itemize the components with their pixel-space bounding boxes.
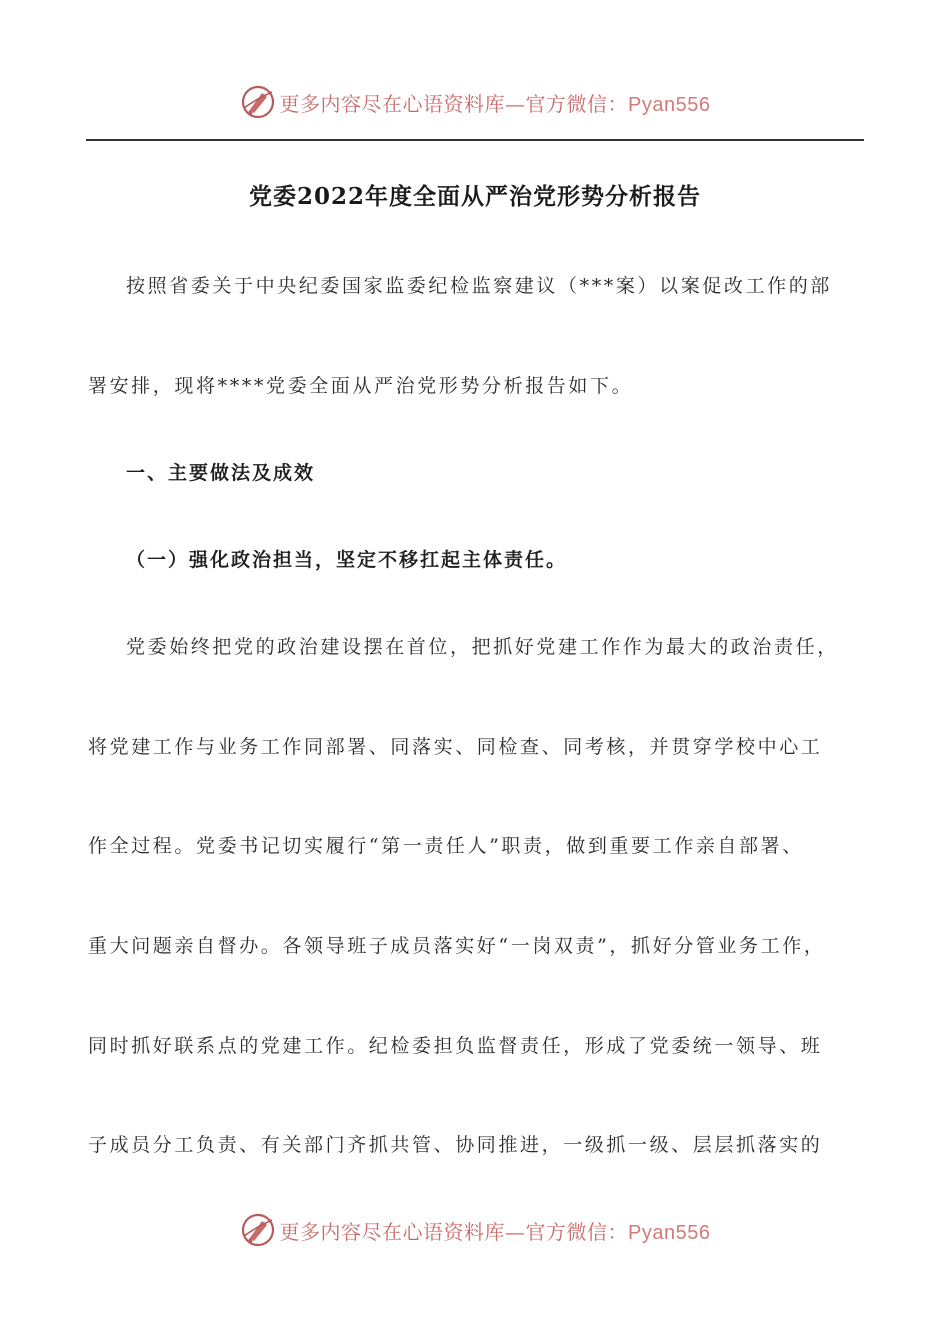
paragraph-line: 作全过程。党委书记切实履行“第一责任人”职责，做到重要工作亲自部署、 — [88, 835, 804, 857]
quill-pen-logo-icon — [240, 84, 276, 120]
header-divider — [86, 139, 864, 141]
header-banner — [0, 82, 950, 122]
banner-text: 更多内容尽在心语资料库—官方微信：Pyan556 — [279, 91, 711, 116]
section-heading: 一、主要做法及成效 — [126, 462, 316, 484]
paragraph-line: 将党建工作与业务工作同部署、同落实、同检查、同考核，并贯穿学校中心工 — [88, 736, 823, 758]
paragraph-line: 党委始终把党的政治建设摆在首位，把抓好党建工作作为最大的政治责任， — [126, 636, 839, 658]
footer-banner — [0, 1210, 950, 1250]
banner-text: 更多内容尽在心语资料库—官方微信：Pyan556 — [279, 1219, 711, 1244]
quill-pen-logo-icon — [240, 1212, 276, 1248]
paragraph-line: 同时抓好联系点的党建工作。纪检委担负监督责任，形成了党委统一领导、班 — [88, 1035, 823, 1057]
paragraph-line: 重大问题亲自督办。各领导班子成员落实好“一岗双责”，抓好分管业务工作， — [88, 935, 826, 957]
paragraph-line: 按照省委关于中央纪委国家监委纪检监察建议（***案）以案促改工作的部 — [126, 275, 832, 297]
paragraph-line: 署安排，现将****党委全面从严治党形势分析报告如下。 — [88, 375, 634, 397]
paragraph-line: 子成员分工负责、有关部门齐抓共管、协同推进，一级抓一级、层层抓落实的 — [88, 1134, 823, 1156]
subsection-heading: （一）强化政治担当，坚定不移扛起主体责任。 — [126, 549, 568, 571]
document-title: 党委2022年度全面从严治党形势分析报告 — [248, 183, 701, 210]
